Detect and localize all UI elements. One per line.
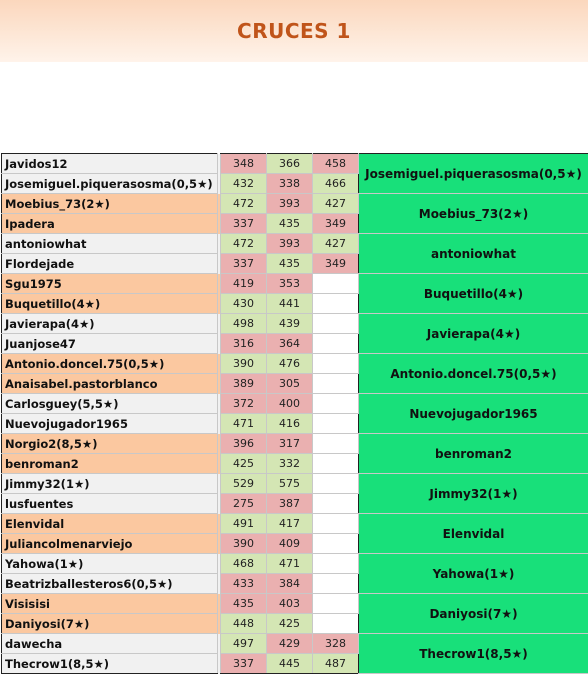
score-cell: 468 xyxy=(221,554,267,574)
player-row xyxy=(2,314,588,334)
player-name: Yahowa(1★) xyxy=(2,554,218,574)
score-cell: 349 xyxy=(313,254,359,274)
score-cell xyxy=(313,494,359,514)
score-cell: 498 xyxy=(221,314,267,334)
score-cell: 372 xyxy=(221,394,267,414)
player-row xyxy=(2,434,588,454)
winner-cell: Javierapa(4★) xyxy=(359,314,588,354)
player-row xyxy=(2,354,588,374)
score-cell: 396 xyxy=(221,434,267,454)
score-cell xyxy=(313,274,359,294)
score-cell xyxy=(313,594,359,614)
winner-cell: Daniyosi(7★) xyxy=(359,594,588,634)
player-name: Thecrow1(8,5★) xyxy=(2,654,218,674)
player-row xyxy=(2,514,588,534)
score-cell: 448 xyxy=(221,614,267,634)
player-name: Anaisabel.pastorblanco xyxy=(2,374,218,394)
player-name: Flordejade xyxy=(2,254,218,274)
winner-cell: Josemiguel.piquerasosma(0,5★) xyxy=(359,154,588,194)
player-row xyxy=(2,554,588,574)
player-name: Josemiguel.piquerasosma(0,5★) xyxy=(2,174,218,194)
score-cell xyxy=(313,474,359,494)
score-cell: 458 xyxy=(313,154,359,174)
player-name: Buquetillo(4★) xyxy=(2,294,218,314)
player-row xyxy=(2,394,588,414)
score-cell: 328 xyxy=(313,634,359,654)
player-name: Moebius_73(2★) xyxy=(2,194,218,214)
score-cell: 409 xyxy=(267,534,313,554)
score-cell: 337 xyxy=(221,654,267,674)
score-cell xyxy=(313,614,359,634)
score-cell: 338 xyxy=(267,174,313,194)
score-cell xyxy=(313,354,359,374)
winner-cell: Elenvidal xyxy=(359,514,588,554)
score-cell xyxy=(313,554,359,574)
score-cell: 416 xyxy=(267,414,313,434)
score-cell: 476 xyxy=(267,354,313,374)
player-name: Jimmy32(1★) xyxy=(2,474,218,494)
player-name: Carlosguey(5,5★) xyxy=(2,394,218,414)
score-cell: 417 xyxy=(267,514,313,534)
score-cell: 393 xyxy=(267,234,313,254)
score-cell: 419 xyxy=(221,274,267,294)
player-name: Javierapa(4★) xyxy=(2,314,218,334)
player-name: Juliancolmenarviejo xyxy=(2,534,218,554)
score-cell: 491 xyxy=(221,514,267,534)
score-cell: 389 xyxy=(221,374,267,394)
player-row xyxy=(2,474,588,494)
score-cell: 471 xyxy=(267,554,313,574)
score-cell xyxy=(313,374,359,394)
score-cell: 435 xyxy=(221,594,267,614)
score-cell: 435 xyxy=(267,254,313,274)
score-cell: 353 xyxy=(267,274,313,294)
score-cell: 472 xyxy=(221,234,267,254)
score-cell: 364 xyxy=(267,334,313,354)
matches-table xyxy=(1,153,588,674)
player-name: Nuevojugador1965 xyxy=(2,414,218,434)
winner-cell: Thecrow1(8,5★) xyxy=(359,634,588,674)
winner-cell: Moebius_73(2★) xyxy=(359,194,588,234)
player-row xyxy=(2,194,588,214)
score-cell: 435 xyxy=(267,214,313,234)
score-cell: 387 xyxy=(267,494,313,514)
score-cell: 425 xyxy=(221,454,267,474)
player-name: Beatrizballesteros6(0,5★) xyxy=(2,574,218,594)
score-cell: 332 xyxy=(267,454,313,474)
score-cell: 400 xyxy=(267,394,313,414)
score-cell: 529 xyxy=(221,474,267,494)
score-cell: 487 xyxy=(313,654,359,674)
score-cell: 337 xyxy=(221,254,267,274)
player-name: lusfuentes xyxy=(2,494,218,514)
score-cell: 349 xyxy=(313,214,359,234)
player-row xyxy=(2,154,588,174)
player-name: benroman2 xyxy=(2,454,218,474)
score-cell: 441 xyxy=(267,294,313,314)
score-cell: 337 xyxy=(221,214,267,234)
score-cell: 471 xyxy=(221,414,267,434)
score-cell: 466 xyxy=(313,174,359,194)
score-cell: 472 xyxy=(221,194,267,214)
score-cell xyxy=(313,514,359,534)
winner-cell: Jimmy32(1★) xyxy=(359,474,588,514)
player-row xyxy=(2,634,588,654)
score-cell xyxy=(313,334,359,354)
player-name: Norgio2(8,5★) xyxy=(2,434,218,454)
score-cell xyxy=(313,294,359,314)
score-cell: 575 xyxy=(267,474,313,494)
winner-cell: Buquetillo(4★) xyxy=(359,274,588,314)
score-cell: 427 xyxy=(313,194,359,214)
score-cell xyxy=(313,454,359,474)
score-cell xyxy=(313,434,359,454)
player-name: antoniowhat xyxy=(2,234,218,254)
score-cell xyxy=(313,414,359,434)
winner-cell: Antonio.doncel.75(0,5★) xyxy=(359,354,588,394)
score-cell: 393 xyxy=(267,194,313,214)
score-cell: 316 xyxy=(221,334,267,354)
score-cell xyxy=(313,394,359,414)
score-cell: 403 xyxy=(267,594,313,614)
score-cell: 384 xyxy=(267,574,313,594)
score-cell xyxy=(313,534,359,554)
score-cell: 366 xyxy=(267,154,313,174)
winner-cell: antoniowhat xyxy=(359,234,588,274)
player-name: Daniyosi(7★) xyxy=(2,614,218,634)
score-cell: 275 xyxy=(221,494,267,514)
player-name: Sgu1975 xyxy=(2,274,218,294)
score-cell: 439 xyxy=(267,314,313,334)
winner-cell: Nuevojugador1965 xyxy=(359,394,588,434)
score-cell: 445 xyxy=(267,654,313,674)
player-name: dawecha xyxy=(2,634,218,654)
score-cell xyxy=(313,574,359,594)
score-cell: 348 xyxy=(221,154,267,174)
score-cell: 317 xyxy=(267,434,313,454)
score-cell: 429 xyxy=(267,634,313,654)
score-cell: 425 xyxy=(267,614,313,634)
score-cell xyxy=(313,314,359,334)
score-cell: 390 xyxy=(221,354,267,374)
score-cell: 497 xyxy=(221,634,267,654)
player-row xyxy=(2,594,588,614)
score-cell: 427 xyxy=(313,234,359,254)
winner-cell: benroman2 xyxy=(359,434,588,474)
player-name: Ipadera xyxy=(2,214,218,234)
player-row xyxy=(2,274,588,294)
score-cell: 433 xyxy=(221,574,267,594)
player-name: Juanjose47 xyxy=(2,334,218,354)
winner-cell: Yahowa(1★) xyxy=(359,554,588,594)
page-title: CRUCES 1 xyxy=(237,19,351,43)
score-cell: 390 xyxy=(221,534,267,554)
player-name: Elenvidal xyxy=(2,514,218,534)
score-cell: 432 xyxy=(221,174,267,194)
player-name: Javidos12 xyxy=(2,154,218,174)
player-name: Antonio.doncel.75(0,5★) xyxy=(2,354,218,374)
player-row xyxy=(2,234,588,254)
score-cell: 305 xyxy=(267,374,313,394)
title-banner xyxy=(0,0,588,62)
score-cell: 430 xyxy=(221,294,267,314)
player-name: Visisisi xyxy=(2,594,218,614)
